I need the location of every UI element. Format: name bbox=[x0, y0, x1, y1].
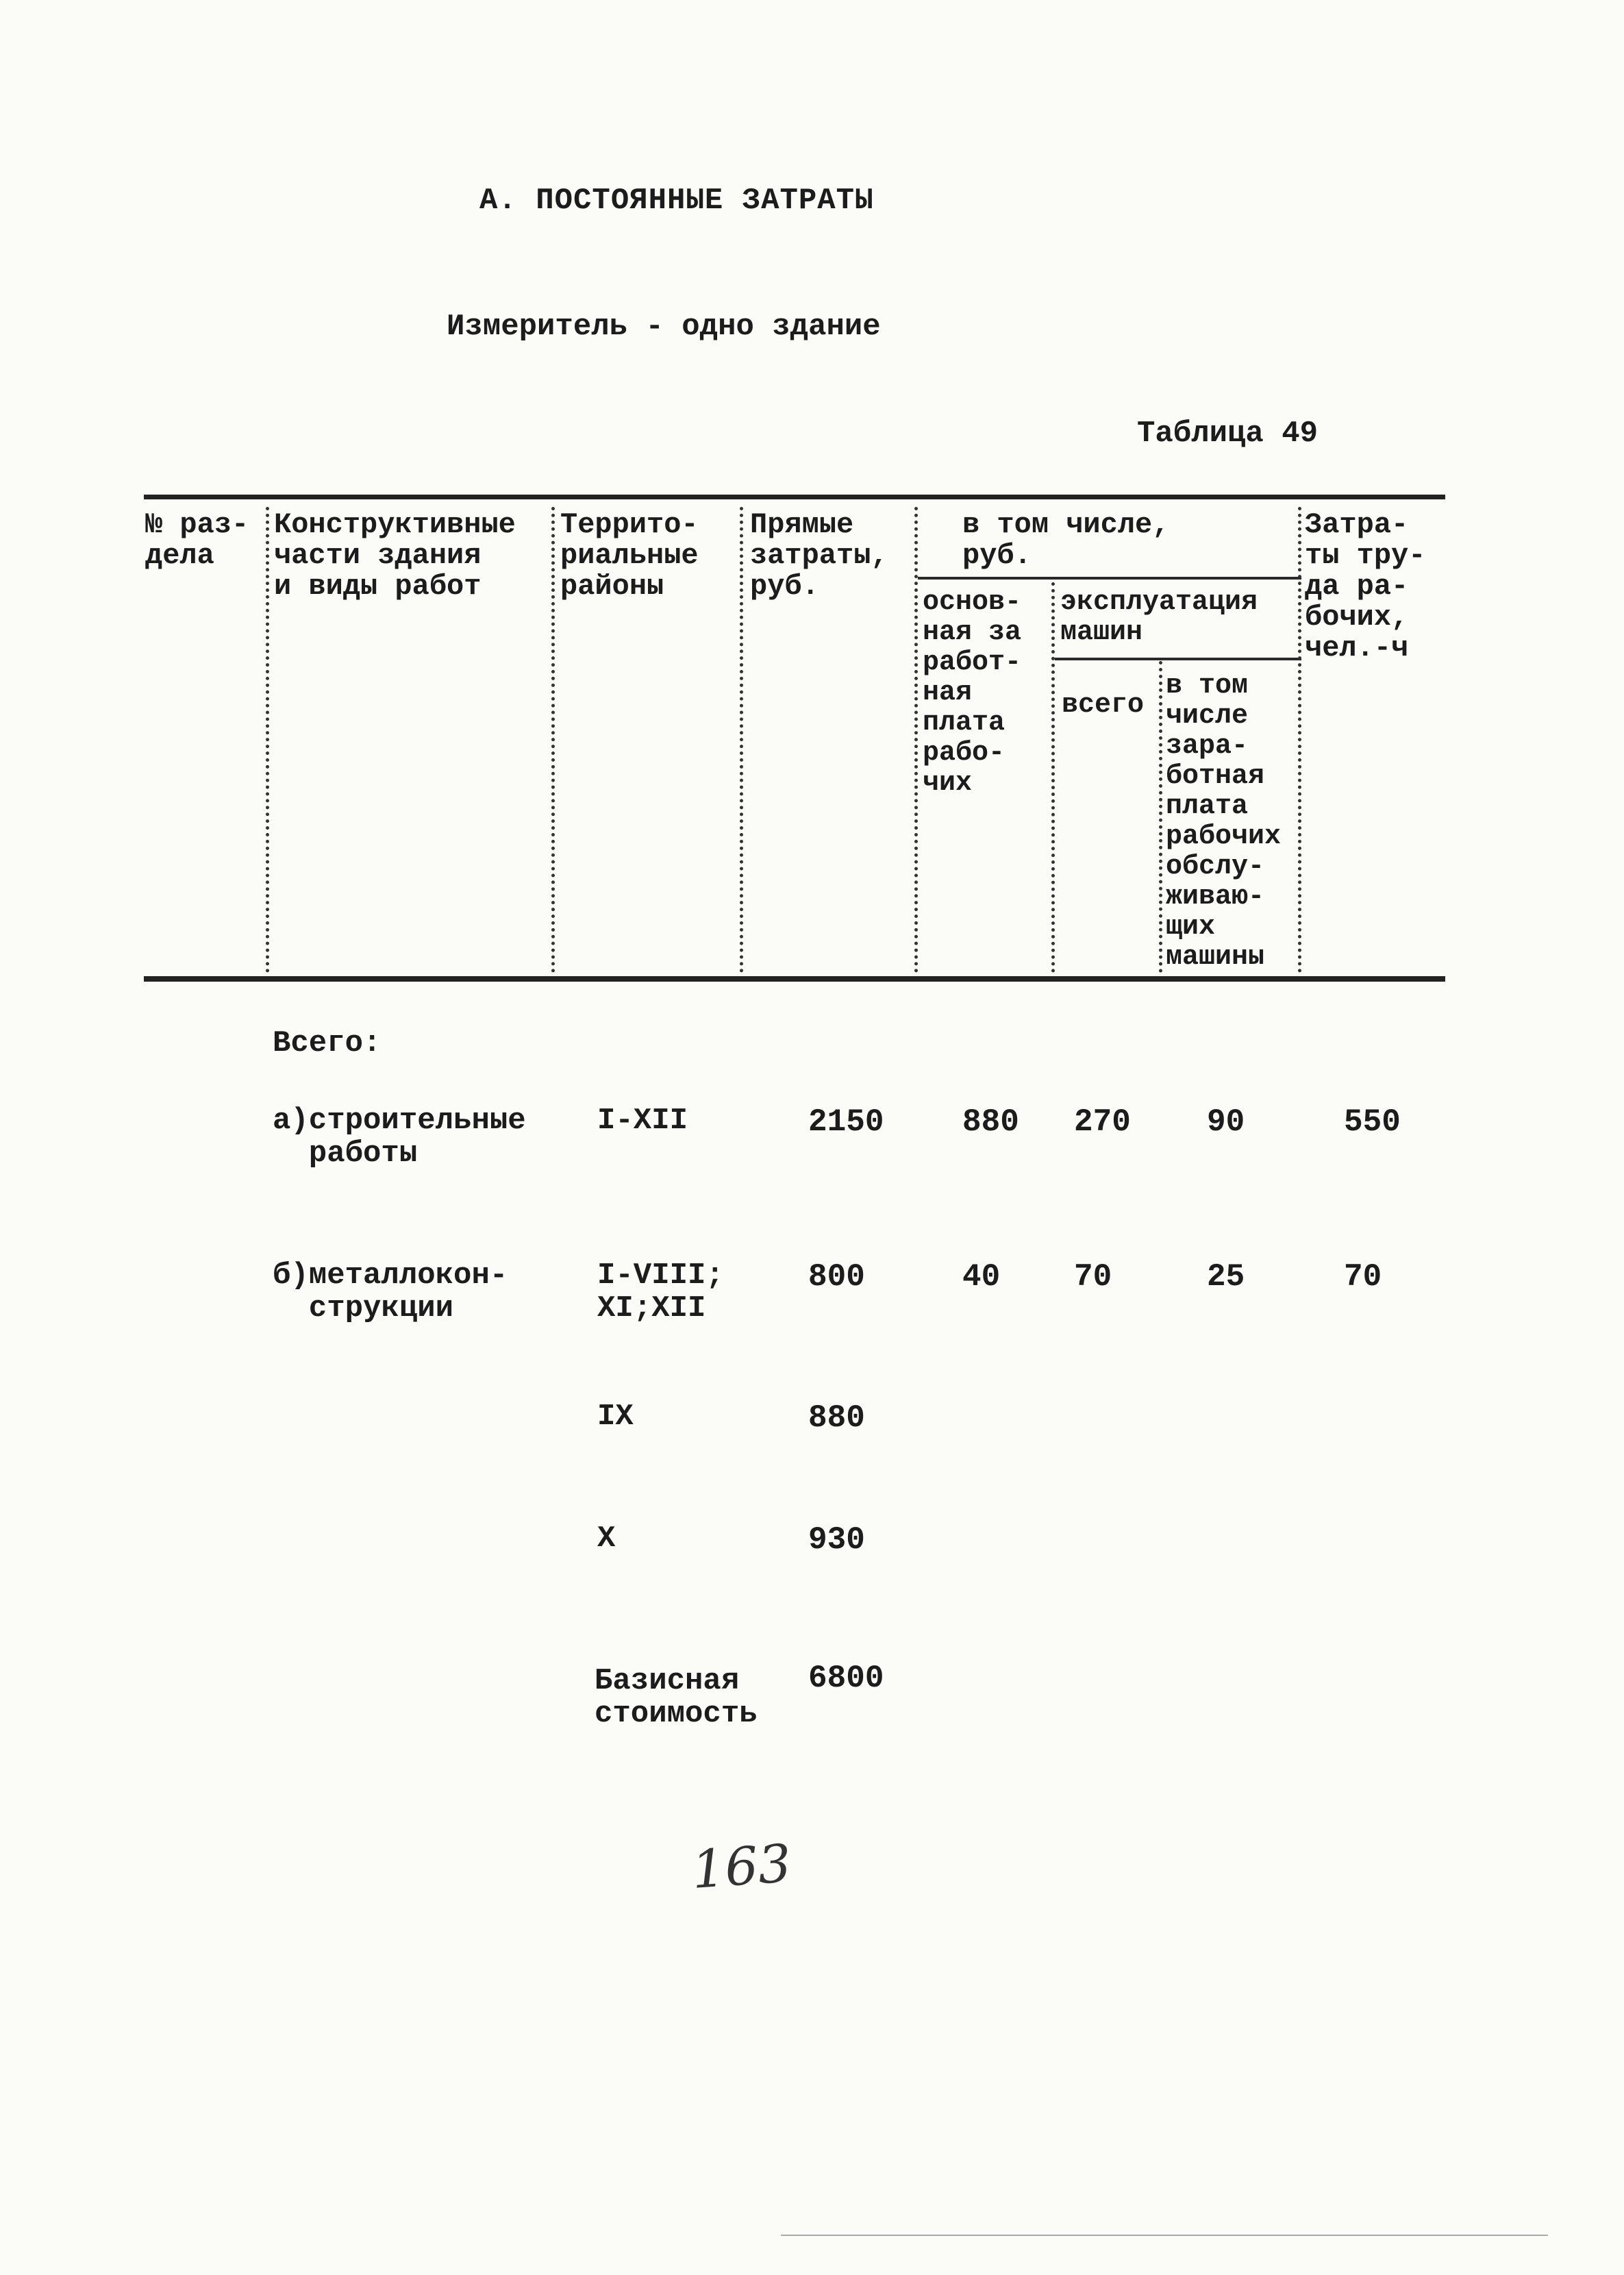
base-cost-label: Базисная стоимость bbox=[595, 1664, 758, 1731]
measure-line: Измеритель - одно здание bbox=[447, 310, 881, 344]
total-label: Всего: bbox=[273, 1026, 382, 1060]
row-machines-wage: 90 bbox=[1207, 1104, 1245, 1140]
row-labor: 550 bbox=[1344, 1104, 1401, 1140]
row-direct-cost: 880 bbox=[808, 1400, 865, 1436]
header-labor: Затра- ты тру- да ра- бочих, чел.-ч bbox=[1305, 508, 1426, 664]
footer-rule bbox=[781, 2235, 1548, 2236]
row-part: б)металлокон- струкции bbox=[273, 1258, 508, 1326]
row-region: I-XII bbox=[597, 1104, 688, 1138]
col-divider bbox=[1051, 582, 1055, 973]
table-label: Таблица 49 bbox=[1137, 417, 1319, 451]
header-machines: эксплуатация машин bbox=[1060, 587, 1258, 648]
header-base-wage: основ- ная за работ- ная плата рабо- чих bbox=[923, 587, 1022, 799]
col-divider bbox=[1159, 661, 1162, 973]
page-number: 163 bbox=[690, 1832, 793, 1900]
row-machines-wage: 25 bbox=[1207, 1259, 1245, 1295]
row-region: X bbox=[597, 1521, 616, 1556]
row-machines-total: 270 bbox=[1074, 1104, 1131, 1140]
base-cost-value: 6800 bbox=[808, 1661, 884, 1696]
header-regions: Террито- риальные районы bbox=[560, 508, 699, 603]
row-direct-cost: 930 bbox=[808, 1522, 865, 1558]
header-machines-wage: в том числе зара- ботная плата рабочих обслу- живаю- щих машины bbox=[1166, 671, 1282, 973]
row-direct-cost: 800 bbox=[808, 1259, 865, 1295]
header-direct-costs: Прямые затраты, руб. bbox=[750, 508, 888, 603]
header-section-no: № раз- дела bbox=[145, 508, 249, 572]
machines-underline bbox=[1055, 658, 1301, 660]
row-labor: 70 bbox=[1344, 1259, 1382, 1295]
header-including: в том числе, руб. bbox=[962, 508, 1170, 572]
row-region: IX bbox=[597, 1400, 634, 1434]
header-parts: Конструктивные части здания и виды работ bbox=[274, 508, 516, 603]
header-machines-total: всего bbox=[1062, 690, 1145, 721]
row-direct-cost: 2150 bbox=[808, 1104, 884, 1140]
page-title: А. ПОСТОЯННЫЕ ЗАТРАТЫ bbox=[479, 184, 874, 218]
col-divider bbox=[914, 507, 918, 973]
row-part: а)строительные работы bbox=[273, 1104, 526, 1171]
incl-underline bbox=[918, 577, 1301, 580]
col-divider bbox=[266, 507, 269, 973]
col-divider bbox=[551, 507, 555, 973]
header-bottom-rule bbox=[144, 976, 1445, 982]
col-divider bbox=[740, 507, 743, 973]
row-base-wage: 40 bbox=[962, 1259, 1001, 1295]
table-top-rule bbox=[144, 495, 1445, 499]
row-base-wage: 880 bbox=[962, 1104, 1019, 1140]
row-region: I-VIII; XI;XII bbox=[597, 1258, 724, 1326]
col-divider bbox=[1298, 507, 1301, 973]
row-machines-total: 70 bbox=[1074, 1259, 1112, 1295]
